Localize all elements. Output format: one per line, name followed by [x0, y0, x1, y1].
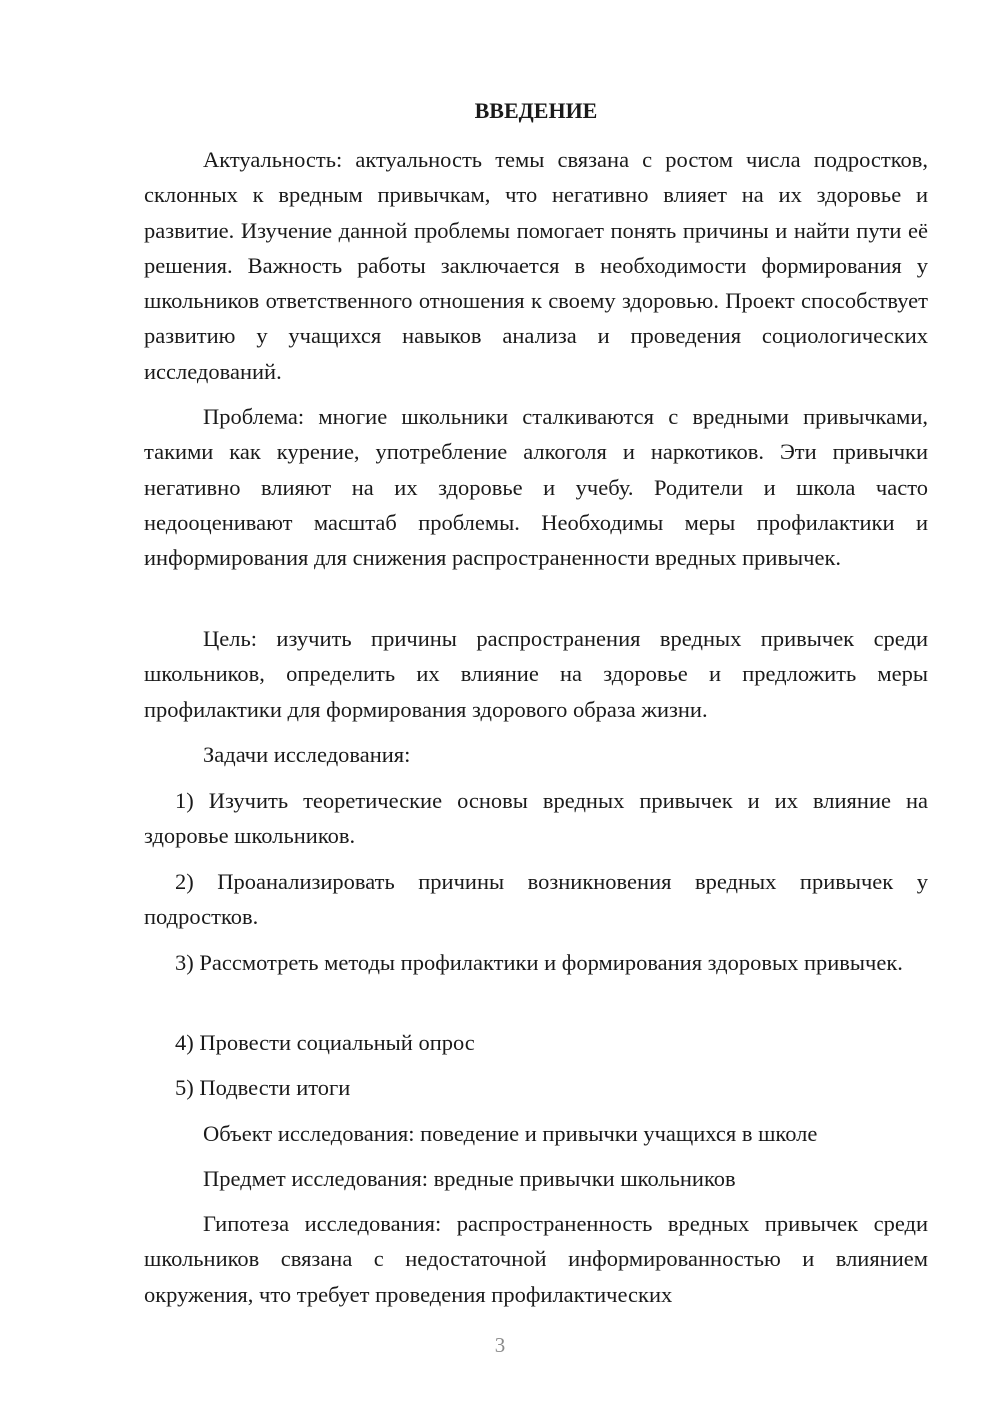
goal-paragraph: Цель: изучить причины распространения вредных привычек среди школьников, определить их влияние на здоровье и предложить меры профилактики для формирования здорового образа жизни. [144, 626, 928, 722]
task-item-5: 5) Подвести итоги [175, 1075, 351, 1100]
relevance-paragraph: Актуальность: актуальность темы связана с ростом числа подростков, склонных к вредным привычкам, что негативно влияет на их здоровье и развитие. Изучение данной проблемы помогает понять причины и найти пути её решения. Важность работы заключается в необходимости формирования у школьников ответственного отношения к своему здоровью. Проект способствует развитию у учащихся навыков анализа и проведения социологических исследований. [144, 147, 928, 384]
hypothesis-paragraph: Гипотеза исследования: распространенность вредных привычек среди школьников связана с недостаточной информированностью и влиянием окружения, что требует проведения профилактических [144, 1211, 928, 1307]
task-item-1: 1) Изучить теоретические основы вредных привычек и их влияние на здоровье школьников. [144, 788, 928, 849]
task-item-3: 3) Рассмотреть методы профилактики и формирования здоровых привычек. [175, 950, 903, 975]
page-title: ВВЕДЕНИЕ [474, 98, 598, 123]
page-number: 3 [494, 1333, 506, 1357]
object-paragraph: Объект исследования: поведение и привычки учащихся в школе [203, 1121, 818, 1146]
tasks-heading: Задачи исследования: [203, 742, 411, 767]
task-item-2: 2) Проанализировать причины возникновения вредных привычек у подростков. [144, 869, 928, 930]
task-item-4: 4) Провести социальный опрос [175, 1030, 475, 1055]
subject-paragraph: Предмет исследования: вредные привычки школьников [203, 1166, 736, 1191]
problem-paragraph: Проблема: многие школьники сталкиваются с вредными привычками, такими как курение, употребление алкоголя и наркотиков. Эти привычки негативно влияют на их здоровье и учебу. Родители и школа часто недооценивают масштаб проблемы. Необходимы меры профилактики и информирования для снижения распространенности вредных привычек. [144, 404, 928, 571]
